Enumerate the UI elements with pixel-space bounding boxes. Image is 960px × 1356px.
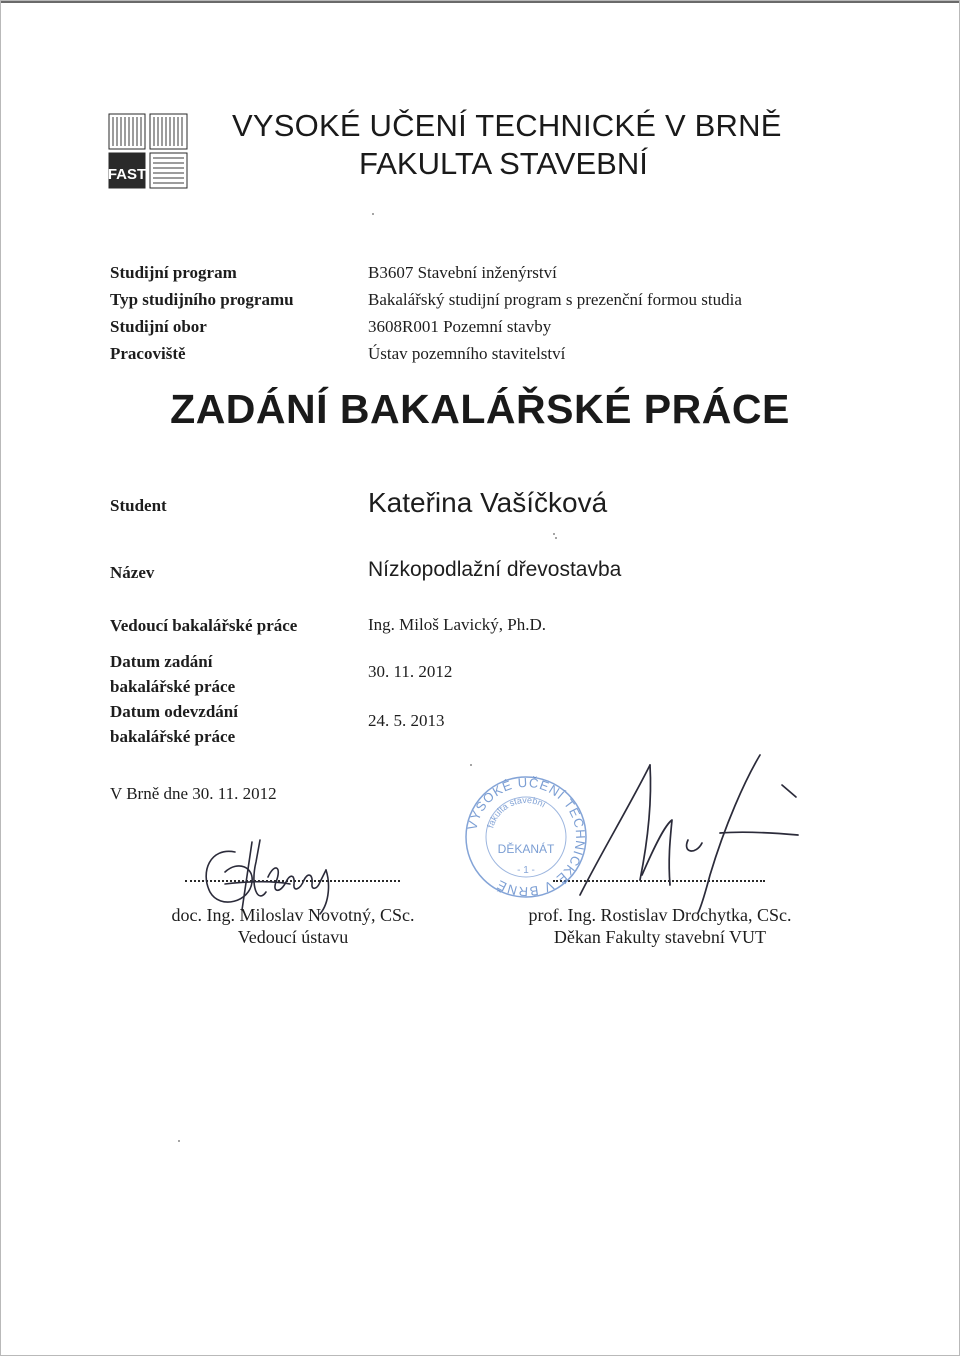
assignment-date-label-line1: Datum zadání bbox=[110, 652, 213, 671]
study-program-value: B3607 Stavební inženýrství bbox=[368, 263, 557, 282]
assignment-date-label-line2: bakalářské práce bbox=[110, 677, 236, 696]
program-type-label: Typ studijního programu bbox=[110, 290, 294, 309]
left-signatory-role: Vedoucí ústavu bbox=[237, 927, 349, 947]
university-name: VYSOKÉ UČENÍ TECHNICKÉ V BRNĚ bbox=[232, 108, 782, 143]
department-value: Ústav pozemního stavitelství bbox=[368, 344, 566, 363]
assignment-date-value: 30. 11. 2012 bbox=[368, 662, 453, 681]
scan-speck bbox=[470, 764, 472, 766]
left-signatory-name: doc. Ing. Miloslav Novotný, CSc. bbox=[171, 905, 415, 925]
scan-speck bbox=[555, 537, 557, 539]
student-name: Kateřina Vašíčková bbox=[368, 487, 608, 518]
stamp-inner-text: fakulta stavební bbox=[485, 794, 548, 830]
stamp-number: - 1 - bbox=[517, 865, 535, 876]
department-label: Pracoviště bbox=[110, 344, 186, 363]
document-title: ZADÁNÍ BAKALÁŘSKÉ PRÁCE bbox=[170, 386, 790, 432]
scan-speck bbox=[178, 1140, 180, 1142]
student-label: Student bbox=[110, 496, 167, 515]
field-of-study-label: Studijní obor bbox=[110, 317, 207, 336]
logo-text: FAST bbox=[108, 166, 147, 183]
right-signatory-role: Děkan Fakulty stavební VUT bbox=[553, 927, 767, 947]
study-program-label: Studijní program bbox=[110, 263, 237, 282]
submission-date-label-line2: bakalářské práce bbox=[110, 727, 236, 746]
place-and-date: V Brně dne 30. 11. 2012 bbox=[110, 784, 277, 803]
stamp-outer-text: VYSOKÉ UČENÍ TECHNICKÉ V BRNĚ bbox=[464, 774, 589, 900]
fast-logo-icon bbox=[108, 113, 188, 189]
thesis-title-value: Nízkopodlažní dřevostavba bbox=[368, 558, 622, 581]
scan-speck bbox=[372, 213, 374, 215]
faculty-name: FAKULTA STAVEBNÍ bbox=[359, 146, 648, 181]
field-of-study-value: 3608R001 Pozemní stavby bbox=[368, 317, 552, 336]
stamp-center-text: DĚKANÁT bbox=[497, 842, 555, 856]
submission-date-label bbox=[110, 699, 238, 749]
scan-speck bbox=[553, 533, 555, 535]
right-signatory-name: prof. Ing. Rostislav Drochytka, CSc. bbox=[528, 905, 792, 925]
submission-date-value: 24. 5. 2013 bbox=[368, 711, 445, 730]
supervisor-label: Vedoucí bakalářské práce bbox=[110, 616, 298, 635]
study-info-values bbox=[368, 259, 742, 367]
supervisor-value: Ing. Miloš Lavický, Ph.D. bbox=[368, 615, 547, 634]
thesis-title-label: Název bbox=[110, 563, 155, 582]
assignment-date-label bbox=[110, 649, 235, 699]
submission-date-label-line1: Datum odevzdání bbox=[110, 702, 238, 721]
study-info-labels bbox=[110, 259, 294, 367]
right-handwritten-signature bbox=[570, 745, 810, 915]
program-type-value: Bakalářský studijní program s prezenční formou studia bbox=[368, 290, 742, 309]
